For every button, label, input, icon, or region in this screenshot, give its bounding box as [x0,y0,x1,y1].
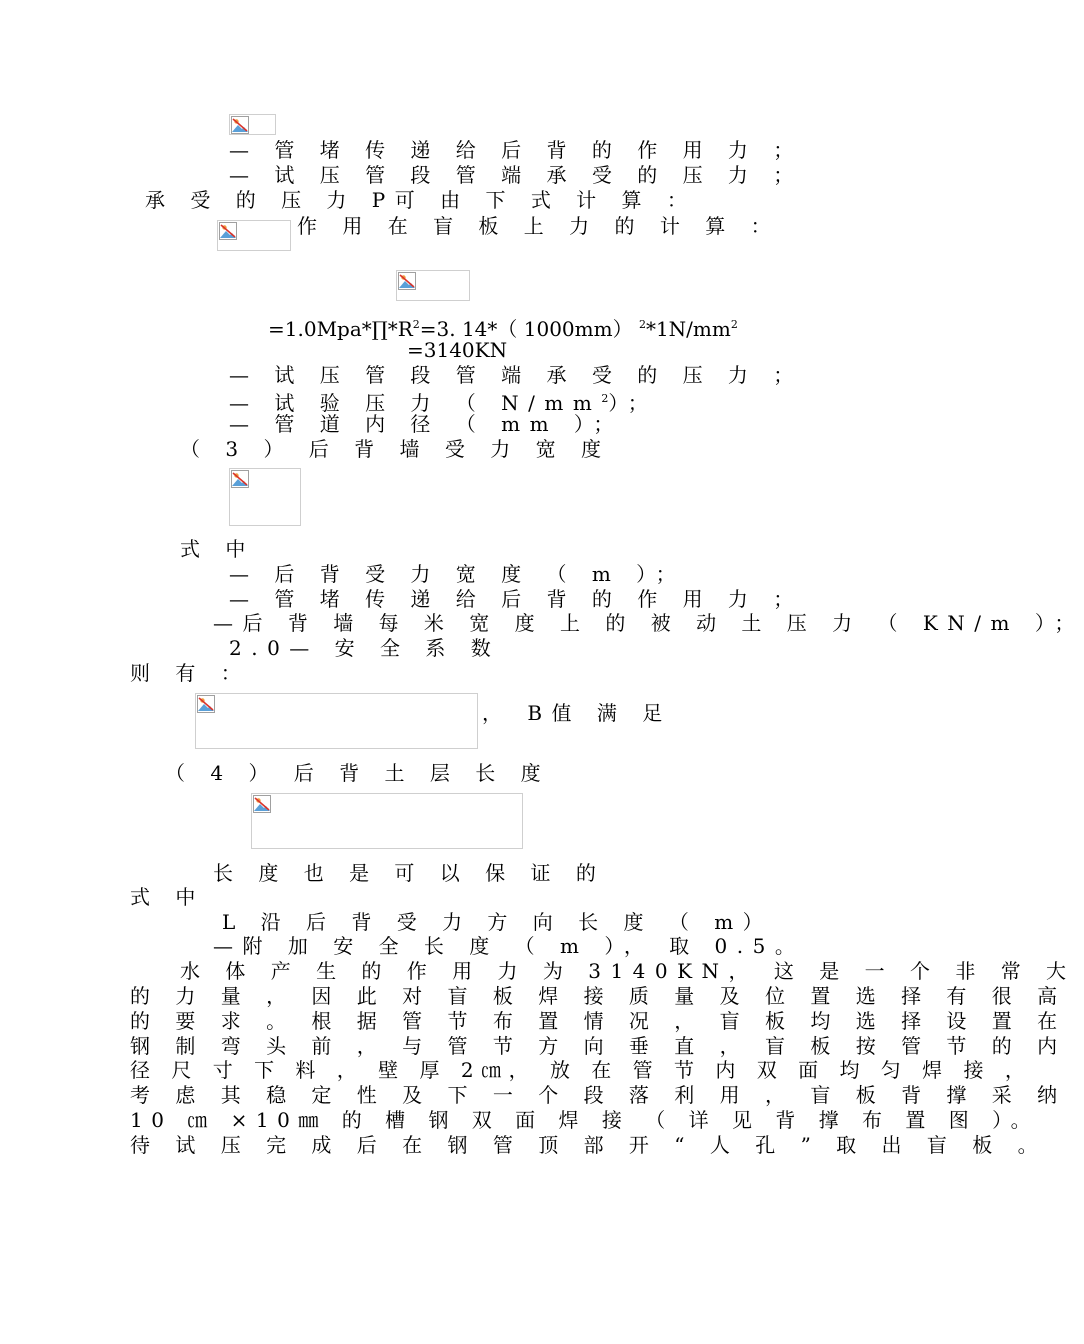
text-part: ）； [608,391,658,415]
formula-result: =3140KN [407,338,508,362]
text-line: — 管 道 内 径 （ mm ）； [229,412,623,436]
formula-image-5 [195,693,478,749]
paragraph-line: 10 ㎝ ×10㎜ 的 槽 钢 双 面 焊 接 （ 详 见 背 撑 布 置 图 ）。 [130,1108,1040,1132]
formula-image-1 [229,114,276,135]
formula-part: *1N/mm [645,317,731,341]
section-heading: （ 3 ） 后 背 墙 受 力 宽 度 [180,437,611,461]
formula-image-4 [229,468,301,526]
text-part: — 试 验 压 力 （ N/mm [229,391,602,415]
superscript: 2 [730,318,738,331]
paragraph-line: 的 力 量 ， 因 此 对 盲 板 焊 接 质 量 及 位 置 选 择 有 很 高 [130,984,1067,1008]
text-line: ， B值 满 足 [482,701,672,725]
broken-image-icon [219,222,237,240]
text-line: 承 受 的 压 力 P可 由 下 式 计 算 ： [145,188,697,212]
text-line: 长 度 也 是 可 以 保 证 的 [213,861,606,885]
text-line: —后 背 墙 每 米 宽 度 上 的 被 动 土 压 力 （ KN/m ）； [213,611,1084,635]
formula-part: =3. 14*（ 1000mm） [419,317,633,341]
paragraph-line: 的 要 求 。 根 据 管 节 布 置 情 况 ， 盲 板 均 选 择 设 置 在 [130,1009,1067,1033]
text-line: 2.0— 安 全 系 数 [229,636,501,660]
formula-line [268,313,738,341]
broken-image-icon [231,470,249,488]
text-line: 作 用 在 盲 板 上 力 的 计 算 ： [297,214,781,238]
formula-image-6 [251,793,523,849]
text-line: — 试 压 管 段 管 端 承 受 的 压 力 ； [229,363,803,387]
paragraph-line: 径 尺 寸 下 料 ， 壁 厚 2㎝， 放 在 管 节 内 双 面 均 匀 焊 接 ， [130,1058,1033,1082]
text-line: 则 有 ： [130,661,251,685]
broken-image-icon [253,795,271,813]
text-line: 式 中 [130,885,205,909]
text-line: — 试 压 管 段 管 端 承 受 的 压 力 ； [229,163,803,187]
text-line: L 沿 后 背 受 力 方 向 长 度 （ m） [222,910,773,934]
superscript: 2 [638,318,646,331]
formula-image-2 [217,220,291,251]
text-line: — 后 背 受 力 宽 度 （ m ）； [229,562,686,586]
text-line: — 管 堵 传 递 给 后 背 的 作 用 力 ； [229,138,803,162]
paragraph-line: 水 体 产 生 的 作 用 力 为 3140KN， 这 是 一 个 非 常 大 [180,959,1076,983]
broken-image-icon [231,116,249,134]
paragraph-line: 考 虑 其 稳 定 性 及 下 一 个 段 落 利 用 ， 盲 板 背 撑 采 纳 [130,1083,1067,1107]
broken-image-icon [197,695,215,713]
text-line: —附 加 安 全 长 度 （ m ）， 取 0.5。 [213,934,805,958]
superscript: 2 [412,318,420,331]
superscript: 2 [601,392,609,405]
formula-image-3 [396,270,470,301]
broken-image-icon [398,272,416,290]
paragraph-line: 钢 制 弯 头 前 ， 与 管 节 方 向 垂 直 ， 盲 板 按 管 节 的 内 [130,1034,1067,1058]
text-line: — 管 堵 传 递 给 后 背 的 作 用 力 ； [229,587,803,611]
section-heading: （ 4 ） 后 背 土 层 长 度 [165,761,551,785]
text-line [229,387,657,415]
paragraph-line: 待 试 压 完 成 后 在 钢 管 顶 部 开 “ 人 孔 ” 取 出 盲 板 。 [130,1133,1048,1157]
formula-part: =1.0Mpa*∏*R [268,317,413,341]
text-line: 式 中 [180,537,255,561]
